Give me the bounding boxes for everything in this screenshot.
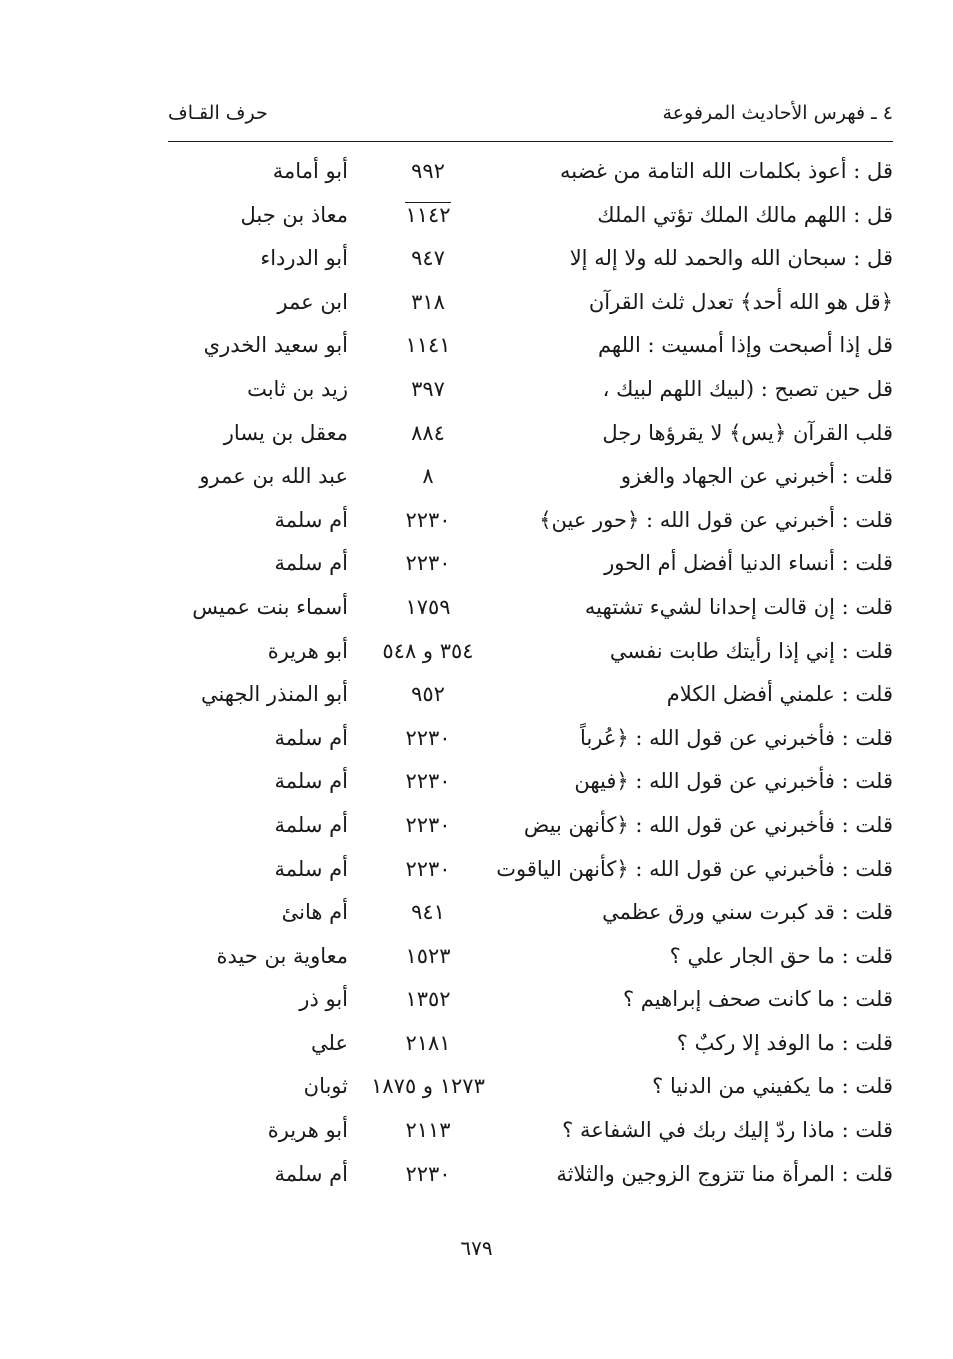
index-row [168, 1065, 893, 1109]
hadith-number-overlined: ١١٤٢ [405, 202, 451, 227]
hadith-text: قل حين تصبح : (لبيك اللهم لبيك ، [602, 376, 893, 401]
running-header [168, 102, 893, 136]
hadith-text: قلت : علمني أفضل الكلام [666, 682, 893, 707]
hadith-text: قلت : ماذا ردّ إليك ربك في الشفاعة ؟ [562, 1118, 893, 1143]
hadith-number: ٢٢٣٠ [405, 769, 451, 794]
hadith-number: ١٥٢٣ [405, 943, 451, 968]
index-row [168, 935, 893, 979]
index-row [168, 281, 893, 325]
narrator: ابن عمر [277, 289, 348, 314]
narrator: أم سلمة [274, 551, 348, 576]
narrator: زيد بن ثابت [247, 376, 348, 401]
narrator: أم سلمة [274, 812, 348, 837]
hadith-number: ٣٥٤ و ٥٤٨ [382, 638, 474, 663]
hadith-text: قلت : أخبرني عن الجهاد والغزو [620, 464, 893, 489]
index-row [168, 978, 893, 1022]
hadith-text: قل : سبحان الله والحمد لله ولا إله إلا [569, 246, 893, 271]
hadith-number: ٢١٨١ [405, 1030, 451, 1055]
narrator: ثوبان [303, 1074, 348, 1099]
hadith-number [363, 194, 493, 238]
narrator: أم سلمة [274, 507, 348, 532]
hadith-text: قل : اللهم مالك الملك تؤتي الملك [597, 202, 893, 227]
narrator: علي [311, 1030, 348, 1055]
narrator: أبو هريرة [267, 1118, 348, 1143]
index-row [168, 760, 893, 804]
hadith-number: ٢٢٣٠ [405, 812, 451, 837]
narrator: أبو سعيد الخدري [203, 333, 348, 358]
index-row [168, 412, 893, 456]
hadith-text: قلب القرآن ﴿يس﴾ لا يقرؤها رجل [602, 420, 893, 445]
index-row [168, 499, 893, 543]
section-title: ٤ ـ فهرس الأحاديث المرفوعة [662, 102, 893, 124]
hadith-number: ٩٩٢ [411, 159, 445, 183]
index-row [168, 848, 893, 892]
hadith-text: قلت : قد كبرت سني ورق عظمي [602, 900, 893, 925]
hadith-number: ١٣٥٢ [405, 987, 451, 1012]
hadith-text: قل إذا أصبحت وإذا أمسيت : اللهم [597, 333, 893, 358]
narrator: أم سلمة [274, 1161, 348, 1186]
narrator: أبو هريرة [267, 638, 348, 663]
narrator: أم هانئ [281, 900, 348, 925]
index-row [168, 1022, 893, 1066]
index-row [168, 891, 893, 935]
narrator: أبو الدرداء [260, 246, 348, 271]
narrator: أبو أمامة [272, 159, 348, 183]
hadith-text: قلت : فأخبرني عن قول الله : ﴿عُرباً [580, 725, 893, 750]
index-row [168, 150, 893, 194]
index-row [168, 1153, 893, 1197]
header-rule [168, 141, 893, 142]
narrator: أبو المنذر الجهني [200, 682, 348, 707]
hadith-number: ٢٢٣٠ [405, 1161, 451, 1186]
hadith-text: قلت : ما حق الجار علي ؟ [669, 943, 893, 968]
hadith-number: ١٢٧٣ و ١٨٧٥ [371, 1074, 485, 1099]
hadith-number: ٢٢٣٠ [405, 507, 451, 532]
hadith-text: قلت : فأخبرني عن قول الله : ﴿كأنهن الياقوت [496, 856, 893, 881]
hadith-text: قلت : فأخبرني عن قول الله : ﴿كأنهن بيض [523, 812, 893, 837]
narrator: معقل بن يسار [223, 420, 348, 445]
index-row [168, 542, 893, 586]
hadith-number: ٩٥٢ [411, 682, 445, 707]
hadith-number: ١٧٥٩ [405, 594, 451, 619]
hadith-number: ٨ [422, 464, 434, 489]
hadith-text: قلت : ما يكفيني من الدنيا ؟ [652, 1074, 893, 1099]
hadith-text: قلت : ما كانت صحف إبراهيم ؟ [622, 987, 893, 1012]
index-row [168, 804, 893, 848]
narrator: معاوية بن حيدة [216, 943, 348, 968]
hadith-number: ٣٩٧ [411, 376, 445, 401]
narrator: أم سلمة [274, 856, 348, 881]
hadith-text: قلت : فأخبرني عن قول الله : ﴿فيهن [574, 769, 893, 794]
hadith-number: ٨٨٤ [411, 420, 445, 445]
index-row [168, 673, 893, 717]
hadith-text: قلت : إني إذا رأيتك طابت نفسي [609, 638, 893, 663]
index-row [168, 717, 893, 761]
hadith-number: ٢٢٣٠ [405, 856, 451, 881]
index-row [168, 368, 893, 412]
narrator: أسماء بنت عميس [192, 594, 348, 619]
hadith-text: قلت : المرأة منا تتزوج الزوجين والثلاثة [556, 1161, 893, 1186]
index-row [168, 324, 893, 368]
narrator: أبو ذر [299, 987, 348, 1012]
index-row [168, 237, 893, 281]
narrator: أم سلمة [274, 725, 348, 750]
hadith-text: ﴿قل هو الله أحد﴾ تعدل ثلث القرآن [588, 289, 893, 314]
index-row [168, 1109, 893, 1153]
hadith-number: ٢١١٣ [405, 1118, 451, 1143]
index-row [168, 455, 893, 499]
hadith-number: ٩٤٧ [411, 246, 445, 271]
hadith-text: قلت : ما الوفد إلا ركبٌ ؟ [676, 1030, 893, 1055]
letter-title: حرف القـاف [168, 102, 268, 124]
index-row [168, 194, 893, 238]
hadith-text: قل : أعوذ بكلمات الله التامة من غضبه [560, 159, 893, 183]
narrator: أم سلمة [274, 769, 348, 794]
index-row [168, 630, 893, 674]
hadith-number: ٢٢٣٠ [405, 551, 451, 576]
hadith-text: قلت : إن قالت إحدانا لشيء تشتهيه [584, 594, 893, 619]
hadith-number: ٢٢٣٠ [405, 725, 451, 750]
hadith-number: ٩٤١ [411, 900, 445, 925]
hadith-number: ٣١٨ [411, 289, 445, 314]
narrator: معاذ بن جبل [240, 202, 348, 227]
hadith-text: قلت : أخبرني عن قول الله : ﴿حور عين﴾ [539, 507, 893, 532]
hadith-index-list [168, 150, 893, 1196]
hadith-text: قلت : أنساء الدنيا أفضل أم الحور [604, 551, 893, 576]
hadith-number: ١١٤١ [405, 333, 451, 358]
page-number: ٦٧٩ [460, 1236, 493, 1260]
index-row [168, 586, 893, 630]
narrator: عبد الله بن عمرو [199, 464, 348, 489]
